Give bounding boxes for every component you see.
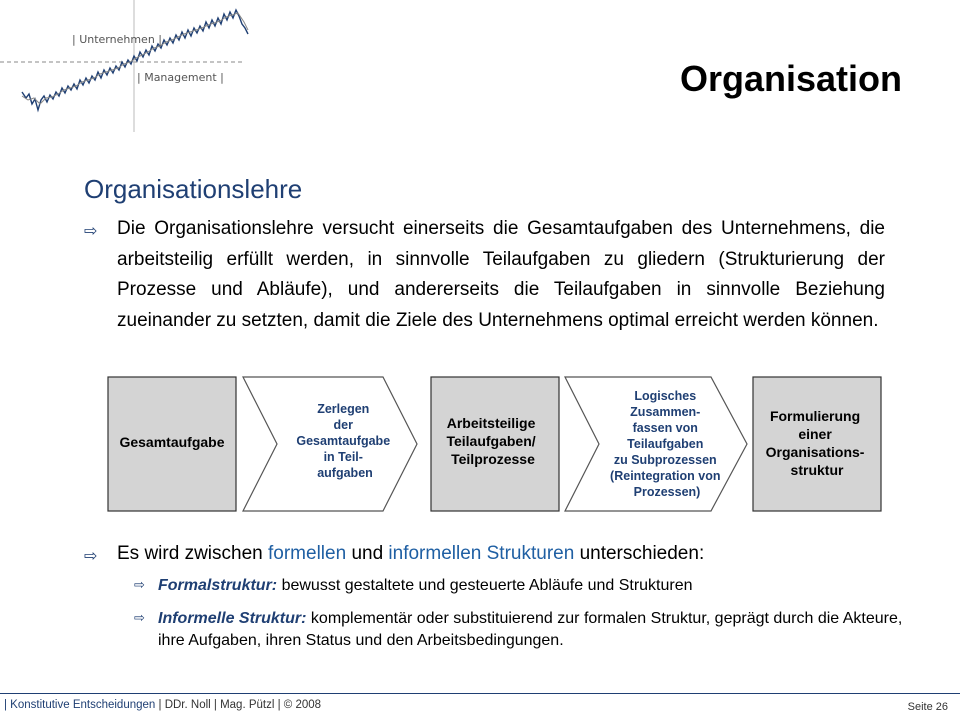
- page-title: Organisation: [679, 58, 902, 99]
- footer-authors: | DDr. Noll | Mag. Pützl | © 2008: [158, 699, 322, 711]
- tag-unternehmen: | Unternehmen |: [72, 33, 163, 46]
- informal-structure-item: [158, 608, 918, 652]
- arrow-bullet-icon: ⇨: [84, 548, 98, 565]
- section-heading: Organisationslehre: [84, 174, 303, 204]
- intro-text-before: Es wird zwischen: [117, 543, 263, 564]
- formal-keyword: formellen: [268, 543, 347, 564]
- informal-structure-text: komplementär oder substituierend zur formalen Struktur, geprägt durch die Akteure, ihre Aufgaben, ihren Status und den Arbeitsbedingungen.: [158, 610, 903, 649]
- tag-management: | Management |: [137, 71, 224, 84]
- structures-intro: [117, 539, 704, 569]
- formal-structure-label: Formalstruktur:: [158, 577, 278, 594]
- diagram-box1-text: Gesamtaufgabe: [119, 434, 225, 450]
- diagram-box2-text: Arbeitsteilige Teilaufgaben/ Teilprozesse: [446, 415, 536, 467]
- sub-arrow-icon: ⇨: [134, 610, 145, 625]
- formal-structure-text: bewusst gestaltete und gesteuerte Abläufe und Strukturen: [281, 577, 693, 594]
- diagram-arrow1-text: Zerlegen der Gesamtaufgabe in Teil- aufgaben: [296, 402, 391, 480]
- stock-chart-logo: [0, 0, 260, 135]
- informal-keyword: informellen Strukturen: [388, 543, 575, 564]
- informal-structure-label: Informelle Struktur:: [158, 610, 307, 627]
- arrow-bullet-icon: ⇨: [84, 223, 98, 240]
- formal-structure-item: [158, 575, 918, 596]
- page-number: Seite 26: [907, 701, 948, 713]
- diagram-arrow2-text: Logisches Zusammen- fassen von Teilaufgaben zu Subprozessen (Reintegration von Prozessen): [610, 389, 721, 499]
- process-diagram: [107, 376, 883, 512]
- diagram-box3-text: Formulierung einer Organisations- struktur: [765, 408, 865, 478]
- footer-divider: [0, 693, 960, 694]
- sub-arrow-icon: ⇨: [134, 577, 145, 592]
- intro-paragraph: Die Organisationslehre versucht einerseits die Gesamtaufgaben des Unternehmens, die arbeitsteilig erfüllt werden, in sinnvolle Teilaufgaben zu gliedern (Strukturierung der Prozesse und Abläufe), und andererseits die Teilaufgaben in sinnvolle Beziehung zueinander zu setzten, damit die Ziele des Unternehmens optimal erreicht werden können.: [117, 218, 885, 331]
- footer-credits: [4, 699, 321, 711]
- intro-text-after: unterschieden:: [579, 543, 705, 564]
- footer-course: | Konstitutive Entscheidungen: [4, 699, 156, 711]
- intro-text-middle: und: [351, 543, 384, 564]
